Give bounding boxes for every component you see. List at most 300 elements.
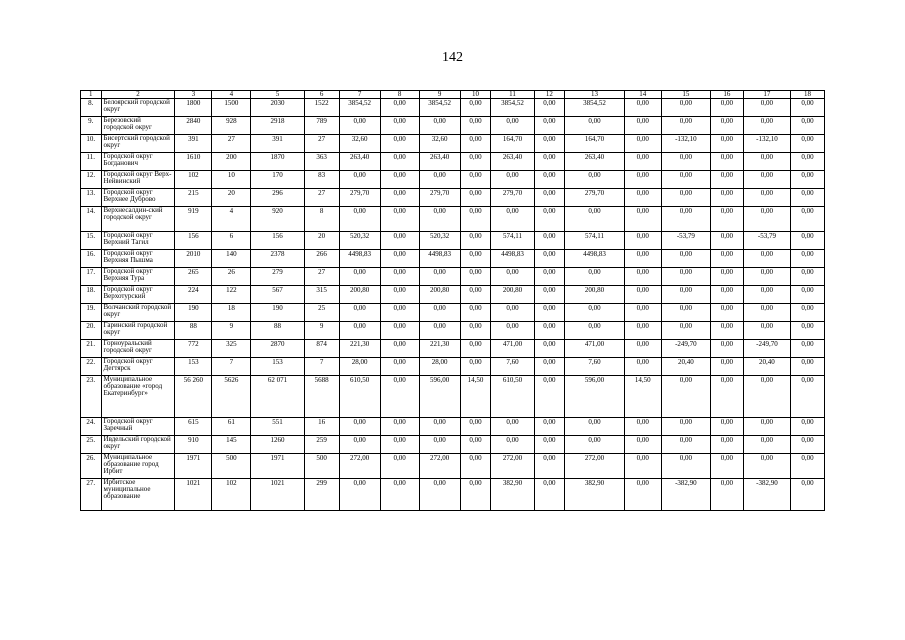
value-cell: 0,00	[534, 418, 565, 436]
value-cell: 0,00	[661, 99, 710, 117]
value-cell: 263,40	[491, 153, 534, 171]
value-cell: 0,00	[380, 376, 419, 418]
value-cell: 0,00	[534, 171, 565, 189]
value-cell: 0,00	[534, 436, 565, 454]
value-cell: 0,00	[661, 117, 710, 135]
value-cell: 0,00	[711, 250, 744, 268]
value-cell: 27	[304, 189, 339, 207]
value-cell: 0,00	[791, 418, 825, 436]
value-cell: 272,00	[565, 454, 625, 479]
column-header: 14	[624, 91, 661, 99]
value-cell: 0,00	[380, 99, 419, 117]
value-cell: 0,00	[624, 418, 661, 436]
value-cell: 25	[304, 304, 339, 322]
municipality-name: Городской округ Богданович	[101, 153, 175, 171]
row-number: 9.	[81, 117, 102, 135]
table-header-row	[81, 91, 825, 99]
municipality-name: Городской округ Верхний Тагил	[101, 232, 175, 250]
table-body	[81, 99, 825, 511]
value-cell: 61	[212, 418, 251, 436]
table-row	[81, 207, 825, 232]
row-number: 15.	[81, 232, 102, 250]
municipality-name: Муниципальное образование город Ирбит	[101, 454, 175, 479]
value-cell: 0,00	[460, 454, 491, 479]
table-row	[81, 376, 825, 418]
column-header: 6	[304, 91, 339, 99]
value-cell: 0,00	[419, 207, 460, 232]
table-row	[81, 171, 825, 189]
municipality-name: Городской округ Дегтярск	[101, 358, 175, 376]
value-cell: 0,00	[743, 268, 790, 286]
value-cell: 0,00	[419, 479, 460, 511]
column-header: 13	[565, 91, 625, 99]
municipality-name: Городской округ Заречный	[101, 418, 175, 436]
value-cell: 16	[304, 418, 339, 436]
value-cell: 0,00	[565, 171, 625, 189]
value-cell: 0,00	[565, 322, 625, 340]
value-cell: 0,00	[743, 207, 790, 232]
table-row	[81, 418, 825, 436]
table-row	[81, 117, 825, 135]
value-cell: 315	[304, 286, 339, 304]
value-cell: 266	[304, 250, 339, 268]
value-cell: 0,00	[565, 207, 625, 232]
value-cell: 0,00	[661, 436, 710, 454]
row-number: 26.	[81, 454, 102, 479]
value-cell: 520,32	[339, 232, 380, 250]
value-cell: 0,00	[339, 436, 380, 454]
value-cell: 0,00	[743, 376, 790, 418]
value-cell: 0,00	[460, 322, 491, 340]
value-cell: 190	[251, 304, 304, 322]
value-cell: 0,00	[711, 189, 744, 207]
value-cell: 279,70	[491, 189, 534, 207]
value-cell: -53,79	[661, 232, 710, 250]
value-cell: 0,00	[661, 304, 710, 322]
value-cell: -249,70	[661, 340, 710, 358]
value-cell: 263,40	[565, 153, 625, 171]
value-cell: 1021	[251, 479, 304, 511]
value-cell: 0,00	[491, 322, 534, 340]
value-cell: 0,00	[534, 358, 565, 376]
value-cell: 200,80	[491, 286, 534, 304]
value-cell: 265	[175, 268, 212, 286]
row-number: 12.	[81, 171, 102, 189]
row-number: 13.	[81, 189, 102, 207]
value-cell: 88	[251, 322, 304, 340]
value-cell: 200	[212, 153, 251, 171]
value-cell: 153	[251, 358, 304, 376]
value-cell: 0,00	[534, 135, 565, 153]
value-cell: 156	[251, 232, 304, 250]
value-cell: 0,00	[661, 286, 710, 304]
value-cell: -249,70	[743, 340, 790, 358]
row-number: 17.	[81, 268, 102, 286]
value-cell: 382,90	[565, 479, 625, 511]
value-cell: 610,50	[339, 376, 380, 418]
row-number: 10.	[81, 135, 102, 153]
row-number: 19.	[81, 304, 102, 322]
value-cell: 3854,52	[565, 99, 625, 117]
value-cell: 0,00	[661, 418, 710, 436]
value-cell: 279,70	[339, 189, 380, 207]
value-cell: 0,00	[624, 99, 661, 117]
value-cell: 14,50	[624, 376, 661, 418]
value-cell: 363	[304, 153, 339, 171]
value-cell: 7,60	[491, 358, 534, 376]
value-cell: 919	[175, 207, 212, 232]
value-cell: 0,00	[743, 189, 790, 207]
value-cell: 7,60	[565, 358, 625, 376]
value-cell: 0,00	[624, 340, 661, 358]
value-cell: 1800	[175, 99, 212, 117]
column-header: 11	[491, 91, 534, 99]
value-cell: 471,00	[491, 340, 534, 358]
value-cell: 0,00	[711, 153, 744, 171]
value-cell: 0,00	[624, 135, 661, 153]
value-cell: 0,00	[791, 232, 825, 250]
municipality-name: Ивдельский городской округ	[101, 436, 175, 454]
value-cell: 0,00	[380, 340, 419, 358]
value-cell: 122	[212, 286, 251, 304]
value-cell: 0,00	[624, 207, 661, 232]
value-cell: 0,00	[711, 171, 744, 189]
value-cell: 0,00	[624, 479, 661, 511]
value-cell: 0,00	[791, 454, 825, 479]
value-cell: 574,11	[565, 232, 625, 250]
value-cell: 0,00	[743, 250, 790, 268]
row-number: 22.	[81, 358, 102, 376]
value-cell: 0,00	[460, 189, 491, 207]
value-cell: 0,00	[380, 304, 419, 322]
value-cell: 215	[175, 189, 212, 207]
value-cell: 0,00	[419, 418, 460, 436]
value-cell: 920	[251, 207, 304, 232]
value-cell: -382,90	[661, 479, 710, 511]
value-cell: 259	[304, 436, 339, 454]
value-cell: 0,00	[624, 171, 661, 189]
value-cell: 26	[212, 268, 251, 286]
value-cell: 0,00	[711, 376, 744, 418]
municipality-name: Гаринский городской округ	[101, 322, 175, 340]
value-cell: 0,00	[380, 189, 419, 207]
value-cell: 596,00	[419, 376, 460, 418]
value-cell: 0,00	[460, 99, 491, 117]
value-cell: 0,00	[460, 268, 491, 286]
value-cell: 0,00	[791, 99, 825, 117]
column-header: 12	[534, 91, 565, 99]
value-cell: 0,00	[380, 232, 419, 250]
value-cell: 0,00	[380, 418, 419, 436]
value-cell: 0,00	[791, 340, 825, 358]
value-cell: 0,00	[624, 153, 661, 171]
value-cell: 2840	[175, 117, 212, 135]
value-cell: 0,00	[743, 454, 790, 479]
value-cell: 0,00	[791, 207, 825, 232]
municipality-name: Бисертский городской округ	[101, 135, 175, 153]
value-cell: 0,00	[743, 304, 790, 322]
value-cell: 0,00	[380, 286, 419, 304]
value-cell: 0,00	[380, 171, 419, 189]
table-row	[81, 99, 825, 117]
value-cell: 0,00	[791, 322, 825, 340]
value-cell: 0,00	[791, 376, 825, 418]
row-number: 11.	[81, 153, 102, 171]
value-cell: 0,00	[791, 268, 825, 286]
value-cell: 0,00	[661, 376, 710, 418]
value-cell: 2010	[175, 250, 212, 268]
value-cell: 0,00	[565, 418, 625, 436]
value-cell: 1610	[175, 153, 212, 171]
value-cell: 14,50	[460, 376, 491, 418]
value-cell: 0,00	[624, 250, 661, 268]
value-cell: 2918	[251, 117, 304, 135]
value-cell: 0,00	[460, 479, 491, 511]
value-cell: 0,00	[534, 454, 565, 479]
value-cell: 610,50	[491, 376, 534, 418]
value-cell: 772	[175, 340, 212, 358]
value-cell: 0,00	[743, 436, 790, 454]
value-cell: 0,00	[339, 268, 380, 286]
value-cell: 20	[212, 189, 251, 207]
value-cell: 170	[251, 171, 304, 189]
value-cell: 0,00	[624, 454, 661, 479]
value-cell: 574,11	[491, 232, 534, 250]
table-row	[81, 189, 825, 207]
table-row	[81, 454, 825, 479]
value-cell: 0,00	[743, 322, 790, 340]
value-cell: 520,32	[419, 232, 460, 250]
value-cell: 20,40	[743, 358, 790, 376]
value-cell: 0,00	[460, 358, 491, 376]
column-header: 10	[460, 91, 491, 99]
value-cell: 62 071	[251, 376, 304, 418]
column-header: 4	[212, 91, 251, 99]
value-cell: 0,00	[534, 268, 565, 286]
value-cell: 0,00	[380, 479, 419, 511]
value-cell: 0,00	[743, 171, 790, 189]
value-cell: 325	[212, 340, 251, 358]
table-row	[81, 436, 825, 454]
value-cell: 0,00	[491, 171, 534, 189]
value-cell: 200,80	[565, 286, 625, 304]
value-cell: 3854,52	[339, 99, 380, 117]
value-cell: 0,00	[743, 99, 790, 117]
table-row	[81, 268, 825, 286]
value-cell: 0,00	[791, 286, 825, 304]
value-cell: 263,40	[419, 153, 460, 171]
value-cell: 0,00	[380, 322, 419, 340]
value-cell: 0,00	[711, 358, 744, 376]
value-cell: 0,00	[534, 232, 565, 250]
value-cell: 7	[212, 358, 251, 376]
value-cell: 190	[175, 304, 212, 322]
value-cell: 0,00	[380, 207, 419, 232]
value-cell: 10	[212, 171, 251, 189]
municipality-name: Городской округ Верхотурский	[101, 286, 175, 304]
value-cell: 2030	[251, 99, 304, 117]
value-cell: 0,00	[565, 304, 625, 322]
value-cell: 0,00	[460, 304, 491, 322]
value-cell: 0,00	[711, 454, 744, 479]
value-cell: 0,00	[419, 268, 460, 286]
row-number: 23.	[81, 376, 102, 418]
column-header: 1	[81, 91, 102, 99]
value-cell: 391	[175, 135, 212, 153]
page-number: 142	[442, 50, 463, 65]
value-cell: 0,00	[460, 135, 491, 153]
value-cell: 0,00	[380, 117, 419, 135]
value-cell: 0,00	[624, 358, 661, 376]
value-cell: 6	[212, 232, 251, 250]
value-cell: 0,00	[661, 171, 710, 189]
value-cell: 0,00	[460, 250, 491, 268]
value-cell: 27	[212, 135, 251, 153]
value-cell: 0,00	[380, 153, 419, 171]
value-cell: 0,00	[624, 322, 661, 340]
value-cell: 0,00	[339, 418, 380, 436]
table-row	[81, 340, 825, 358]
municipality-name: Ирбитское муниципальное образование	[101, 479, 175, 511]
value-cell: 28,00	[419, 358, 460, 376]
value-cell: 2870	[251, 340, 304, 358]
value-cell: 272,00	[339, 454, 380, 479]
value-cell: 0,00	[661, 207, 710, 232]
value-cell: 0,00	[460, 153, 491, 171]
value-cell: 1522	[304, 99, 339, 117]
value-cell: 0,00	[711, 479, 744, 511]
value-cell: 789	[304, 117, 339, 135]
value-cell: 0,00	[460, 207, 491, 232]
value-cell: 4498,83	[419, 250, 460, 268]
row-number: 20.	[81, 322, 102, 340]
value-cell: 0,00	[460, 171, 491, 189]
value-cell: 0,00	[565, 117, 625, 135]
value-cell: 0,00	[380, 436, 419, 454]
value-cell: 0,00	[534, 250, 565, 268]
value-cell: 910	[175, 436, 212, 454]
value-cell: 32,60	[419, 135, 460, 153]
municipality-name: Городской округ Верх-Нейвинский	[101, 171, 175, 189]
value-cell: 0,00	[419, 117, 460, 135]
value-cell: 27	[304, 268, 339, 286]
value-cell: 0,00	[791, 250, 825, 268]
value-cell: 18	[212, 304, 251, 322]
value-cell: 0,00	[661, 454, 710, 479]
value-cell: 9	[212, 322, 251, 340]
value-cell: 0,00	[339, 117, 380, 135]
value-cell: 0,00	[534, 376, 565, 418]
value-cell: 0,00	[339, 322, 380, 340]
value-cell: 32,60	[339, 135, 380, 153]
value-cell: 928	[212, 117, 251, 135]
value-cell: 0,00	[791, 304, 825, 322]
value-cell: 0,00	[661, 268, 710, 286]
value-cell: 0,00	[791, 135, 825, 153]
value-cell: 596,00	[565, 376, 625, 418]
value-cell: 0,00	[460, 436, 491, 454]
value-cell: 0,00	[791, 117, 825, 135]
value-cell: 500	[304, 454, 339, 479]
value-cell: 1500	[212, 99, 251, 117]
value-cell: 0,00	[339, 304, 380, 322]
value-cell: 0,00	[711, 207, 744, 232]
value-cell: 0,00	[380, 454, 419, 479]
column-header: 15	[661, 91, 710, 99]
value-cell: 0,00	[624, 268, 661, 286]
value-cell: 200,80	[419, 286, 460, 304]
value-cell: 0,00	[380, 250, 419, 268]
value-cell: 0,00	[743, 153, 790, 171]
value-cell: 20	[304, 232, 339, 250]
value-cell: 20,40	[661, 358, 710, 376]
value-cell: 0,00	[491, 117, 534, 135]
value-cell: 140	[212, 250, 251, 268]
value-cell: 0,00	[380, 358, 419, 376]
table-row	[81, 135, 825, 153]
value-cell: 0,00	[460, 418, 491, 436]
value-cell: 0,00	[624, 232, 661, 250]
value-cell: 0,00	[791, 479, 825, 511]
column-header: 3	[175, 91, 212, 99]
value-cell: 567	[251, 286, 304, 304]
value-cell: 615	[175, 418, 212, 436]
value-cell: 0,00	[711, 135, 744, 153]
value-cell: 0,00	[624, 286, 661, 304]
value-cell: 0,00	[380, 135, 419, 153]
value-cell: 0,00	[491, 418, 534, 436]
value-cell: 0,00	[491, 304, 534, 322]
row-number: 8.	[81, 99, 102, 117]
column-header: 7	[339, 91, 380, 99]
value-cell: 279	[251, 268, 304, 286]
column-header: 5	[251, 91, 304, 99]
value-cell: 0,00	[624, 117, 661, 135]
value-cell: 0,00	[491, 436, 534, 454]
column-header: 17	[743, 91, 790, 99]
value-cell: 272,00	[419, 454, 460, 479]
row-number: 21.	[81, 340, 102, 358]
value-cell: 28,00	[339, 358, 380, 376]
value-cell: 83	[304, 171, 339, 189]
value-cell: -53,79	[743, 232, 790, 250]
value-cell: 9	[304, 322, 339, 340]
value-cell: 0,00	[534, 340, 565, 358]
value-cell: 1971	[175, 454, 212, 479]
value-cell: 0,00	[661, 250, 710, 268]
municipality-name: Верхнесалдин-ский городской округ	[101, 207, 175, 232]
value-cell: 4498,83	[339, 250, 380, 268]
value-cell: 279,70	[419, 189, 460, 207]
table-row	[81, 250, 825, 268]
value-cell: 0,00	[419, 304, 460, 322]
table-row	[81, 153, 825, 171]
value-cell: 0,00	[534, 322, 565, 340]
value-cell: 56 260	[175, 376, 212, 418]
municipality-name: Городской округ Верхняя Тура	[101, 268, 175, 286]
value-cell: 1870	[251, 153, 304, 171]
value-cell: 2378	[251, 250, 304, 268]
value-cell: 0,00	[661, 322, 710, 340]
value-cell: 88	[175, 322, 212, 340]
value-cell: 0,00	[711, 286, 744, 304]
value-cell: 7	[304, 358, 339, 376]
value-cell: 145	[212, 436, 251, 454]
value-cell: 5688	[304, 376, 339, 418]
value-cell: -132,10	[661, 135, 710, 153]
value-cell: 0,00	[491, 268, 534, 286]
value-cell: 224	[175, 286, 212, 304]
